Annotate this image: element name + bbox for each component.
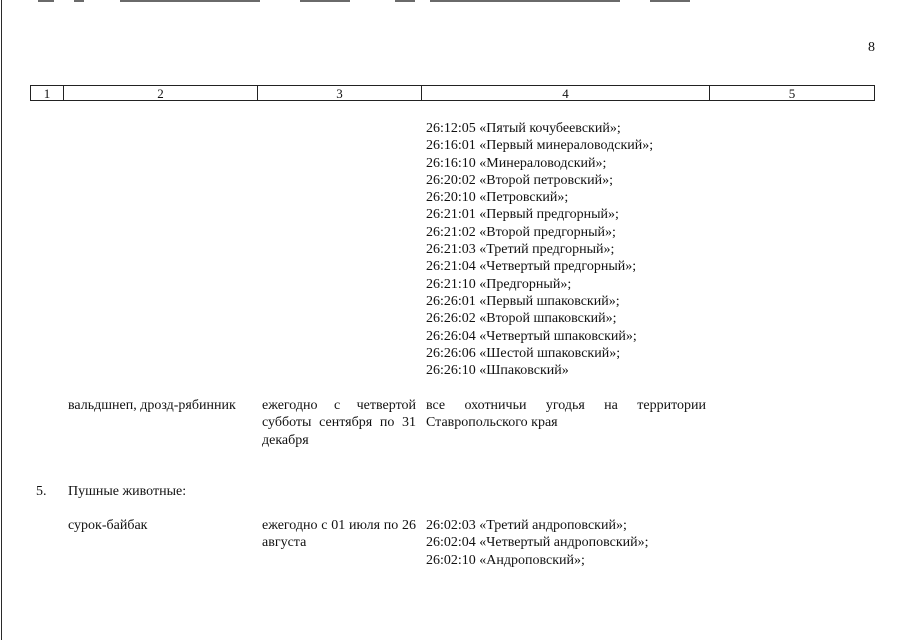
territory-item: 26:26:04 «Четвертый шпаковский»; bbox=[426, 328, 637, 344]
territory-item: 26:26:10 «Шпаковский» bbox=[426, 363, 569, 379]
period-cell: ежегодно с четвертой субботы сентября по 31 декабря bbox=[262, 398, 416, 448]
territory-cell: все охотничьи угодья на территории Ставропольского края bbox=[426, 398, 706, 431]
header-col-4: 4 bbox=[421, 86, 709, 100]
territory-item: 26:21:02 «Второй предгорный»; bbox=[426, 224, 616, 240]
territory-item: 26:02:03 «Третий андроповский»; bbox=[426, 518, 627, 533]
territory-item: 26:20:02 «Второй петровский»; bbox=[426, 172, 613, 188]
header-col-2: 2 bbox=[63, 86, 257, 100]
territory-item: 26:12:05 «Пятый кочубеевский»; bbox=[426, 121, 621, 136]
section-title: Пушные животные: bbox=[68, 484, 187, 499]
territory-item: 26:21:04 «Четвертый предгорный»; bbox=[426, 259, 637, 275]
page-number: 8 bbox=[868, 40, 875, 55]
territory-item: 26:26:02 «Второй шпаковский»; bbox=[426, 311, 617, 327]
territory-list-block1 bbox=[426, 120, 653, 379]
territory-item: 26:21:03 «Третий предгорный»; bbox=[426, 242, 615, 258]
scan-left-edge bbox=[1, 0, 2, 640]
territory-item: 26:21:01 «Первый предгорный»; bbox=[426, 207, 619, 223]
territory-list-block3 bbox=[426, 517, 649, 569]
territory-item: 26:16:01 «Первый минераловодский»; bbox=[426, 138, 654, 154]
territory-item: 26:02:10 «Андроповский»; bbox=[426, 552, 585, 568]
species-cell: сурок-байбак bbox=[68, 518, 148, 533]
period-cell: ежегодно с 01 июля по 26 августа bbox=[262, 518, 416, 551]
territory-item: 26:26:06 «Шестой шпаковский»; bbox=[426, 345, 621, 361]
scan-artifact-top bbox=[0, 0, 905, 4]
territory-item: 26:02:04 «Четвертый андроповский»; bbox=[426, 535, 649, 551]
species-cell: вальдшнеп, дрозд-рябинник bbox=[68, 398, 236, 413]
header-col-5: 5 bbox=[709, 86, 874, 100]
territory-item: 26:26:01 «Первый шпаковский»; bbox=[426, 293, 620, 309]
header-col-3: 3 bbox=[257, 86, 421, 100]
territory-item: 26:21:10 «Предгорный»; bbox=[426, 276, 572, 292]
territory-item: 26:20:10 «Петровский»; bbox=[426, 190, 569, 206]
header-col-1: 1 bbox=[43, 86, 51, 101]
territory-item: 26:16:10 «Минераловодский»; bbox=[426, 155, 607, 171]
section-number: 5. bbox=[36, 484, 47, 499]
table-header-row bbox=[30, 85, 875, 101]
